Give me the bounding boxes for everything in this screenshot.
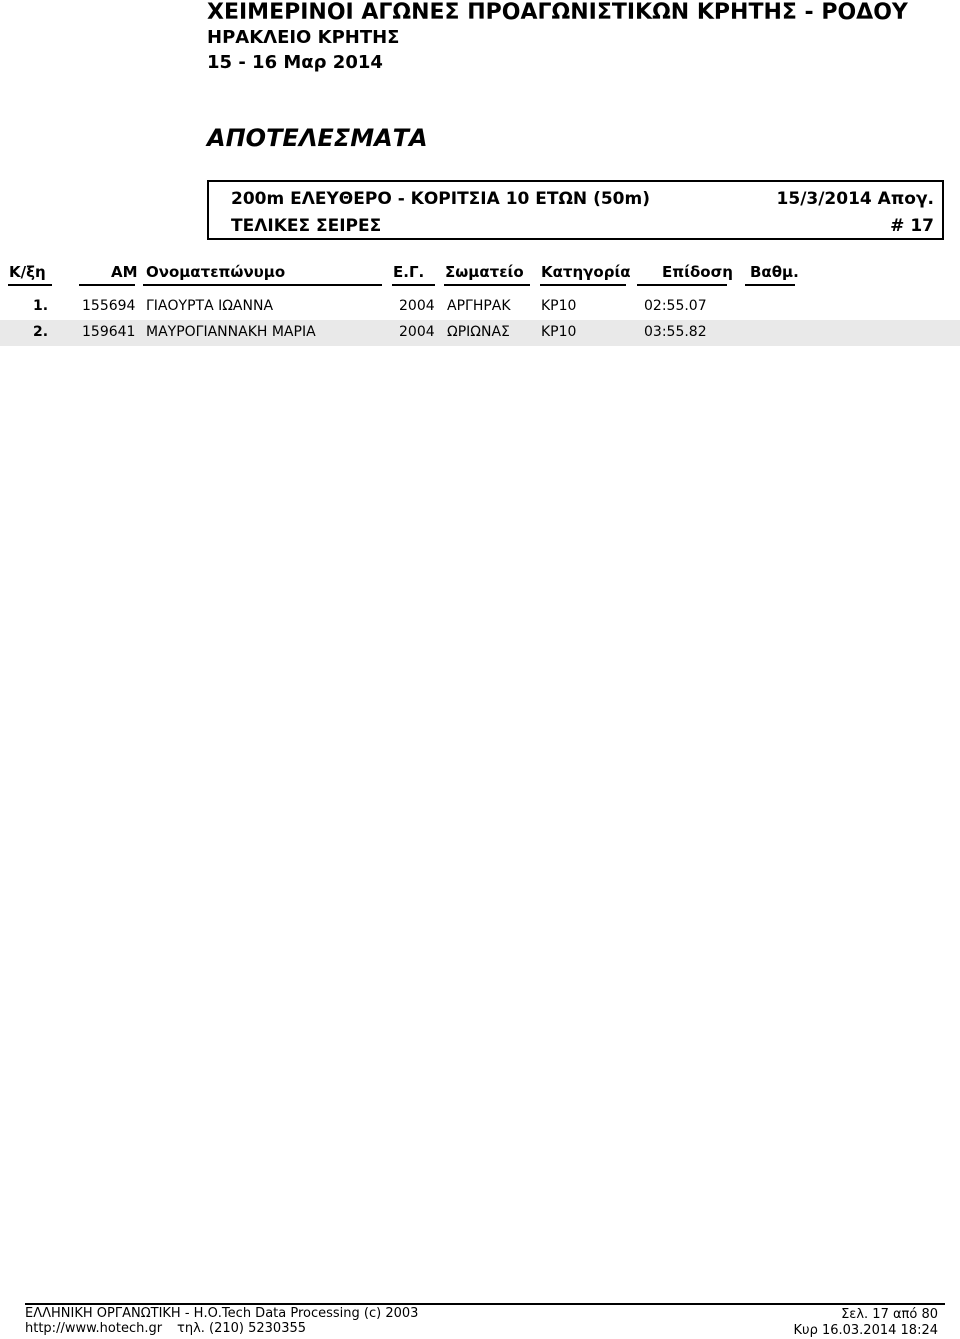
col-underline [143,284,382,286]
cell-category: ΚΡ10 [541,324,577,340]
cell-rank: 1. [33,298,49,314]
event-round: ΤΕΛΙΚΕΣ ΣΕΙΡΕΣ [231,216,382,236]
col-header-club: Σωματείο [445,263,524,281]
event-header-box [207,180,944,240]
cell-id: 155694 [82,298,136,314]
footer-divider [25,1303,945,1305]
meet-title: ΧΕΙΜΕΡΙΝΟΙ ΑΓΩΝΕΣ ΠΡΟΑΓΩΝΙΣΤΙΚΩΝ ΚΡΗΤΗΣ - ΡΟΔΟΥ [207,0,908,25]
col-header-year: Ε.Γ. [393,263,425,281]
footer-phone: τηλ. (210) 5230355 [177,1321,307,1336]
col-header-time: Επίδοση [662,263,733,281]
cell-rank: 2. [33,324,49,340]
col-underline [8,284,52,286]
cell-year: 2004 [399,298,435,314]
col-underline [745,284,795,286]
cell-year: 2004 [399,324,435,340]
meet-city: ΗΡΑΚΛΕΙΟ ΚΡΗΤΗΣ [207,27,400,48]
col-header-category: Κατηγορία [541,263,631,281]
event-number: # 17 [890,216,934,236]
cell-category: ΚΡ10 [541,298,577,314]
cell-id: 159641 [82,324,136,340]
cell-club: ΑΡΓΗΡΑΚ [447,298,511,314]
meet-dates: 15 - 16 Μαρ 2014 [207,52,383,73]
cell-time: 03:55.82 [644,324,707,340]
event-name: 200m ΕΛΕΥΘΕΡΟ - ΚΟΡΙΤΣΙΑ 10 ΕΤΩΝ (50m) [231,189,650,209]
section-title: ΑΠΟΤΕΛΕΣΜΑΤΑ [207,124,428,152]
footer-page-number: Σελ. 17 από 80 [841,1307,938,1322]
cell-club: ΩΡΙΩΝΑΣ [447,324,510,340]
cell-time: 02:55.07 [644,298,707,314]
col-underline [392,284,435,286]
col-underline [444,284,530,286]
col-header-name: Ονοματεπώνυμο [146,263,286,281]
footer-company: ΕΛΛΗΝΙΚΗ ΟΡΓΑΝΩΤΙΚΗ - Η.Ο.Tech Data Processing (c) 2003 [25,1306,419,1321]
table-row [0,320,960,346]
table-row [0,294,960,320]
col-underline [637,284,727,286]
cell-name: ΜΑΥΡΟΓΙΑΝΝΑΚΗ ΜΑΡΙΑ [146,324,316,340]
footer-url[interactable]: http://www.hotech.gr [25,1321,163,1336]
event-date: 15/3/2014 Απογ. [776,189,934,209]
col-header-id: ΑΜ [111,263,138,281]
cell-name: ΓΙΑΟΥΡΤΑ ΙΩΑΝΝΑ [146,298,274,314]
col-underline [79,284,135,286]
footer-print-date: Κυρ 16.03.2014 18:24 [793,1323,938,1338]
col-underline [540,284,626,286]
col-header-points: Βαθμ. [750,263,799,281]
col-header-rank: Κ/ξη [9,263,46,281]
